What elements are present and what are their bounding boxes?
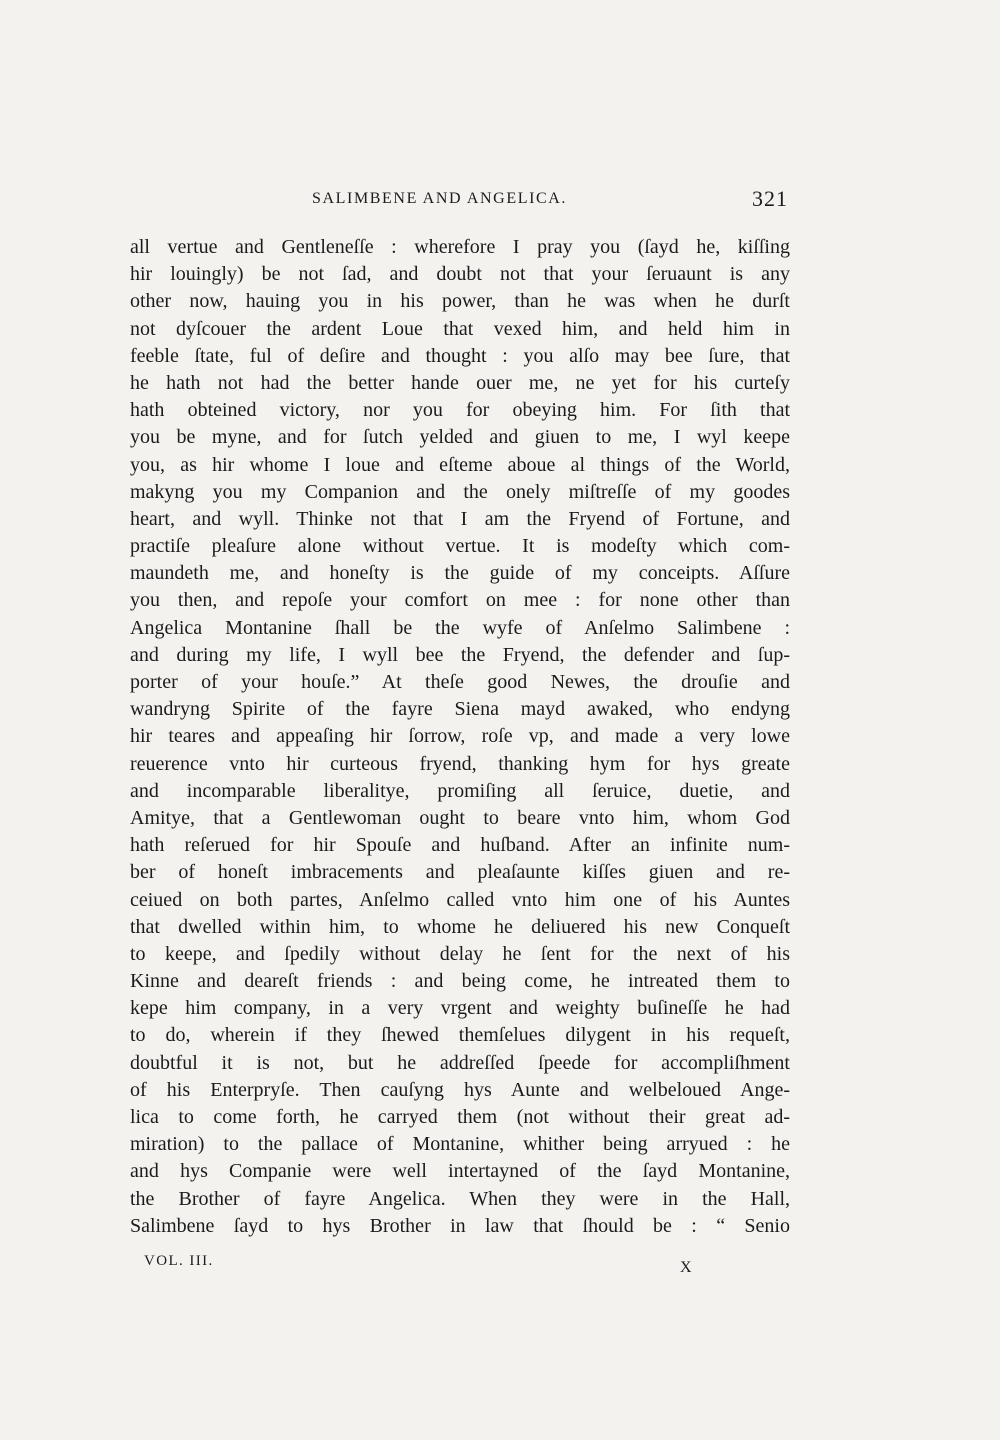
text-line: you then, and repoſe your comfort on mee : for none other than <box>130 589 790 612</box>
text-line: Angelica Montanine ſhall be the wyfe of Anſelmo Salimbene : <box>130 616 790 639</box>
text-line: Kinne and deareſt friends : and being come, he intreated them to <box>130 970 790 993</box>
running-title: SALIMBENE AND ANGELICA. <box>312 190 568 207</box>
signature-mark: X <box>680 1259 693 1276</box>
text-line: kepe him company, in a very vrgent and weighty buſineſſe he had <box>130 997 790 1020</box>
text-line: ber of honeſt imbracements and pleaſaunte kiſſes giuen and re- <box>130 861 790 884</box>
text-line: that dwelled within him, to whome he deliuered his new Conqueſt <box>130 915 790 938</box>
text-line: hath obteined victory, nor you for obeying him. For ſith that <box>130 399 790 422</box>
text-line: to do, wherein if they ſhewed themſelues dilygent in his requeſt, <box>130 1024 790 1047</box>
text-line: he hath not had the better hande ouer me, ne yet for his curteſy <box>130 371 790 394</box>
text-line: and during my life, I wyll bee the Fryend, the defender and ſup- <box>130 643 790 666</box>
text-line: and hys Companie were well intertayned of the ſayd Montanine, <box>130 1160 790 1183</box>
text-line: to keepe, and ſpedily without delay he ſent for the next of his <box>130 942 790 965</box>
text-line: you be myne, and for ſutch yelded and giuen to me, I wyl keepe <box>130 426 790 449</box>
text-line: reuerence vnto hir curteous fryend, thanking hym for hys greate <box>130 752 790 775</box>
text-line: makyng you my Companion and the onely miſtreſſe of my goodes <box>130 480 790 503</box>
page-number: 321 <box>752 186 788 211</box>
text-line: hir louingly) be not ſad, and doubt not that your ſeruaunt is any <box>130 263 790 286</box>
text-line: feeble ſtate, ful of deſire and thought : you alſo may bee ſure, that <box>130 344 790 367</box>
text-line: hir teares and appeaſing hir ſorrow, roſe vp, and made a very lowe <box>130 725 790 748</box>
text-line: wandryng Spirite of the fayre Siena mayd awaked, who endyng <box>130 698 790 721</box>
text-line: of his Enterpryſe. Then cauſyng hys Aunte and welbeloued Ange- <box>130 1078 790 1101</box>
text-line: doubtful it is not, but he addreſſed ſpeede for accompliſhment <box>130 1051 790 1074</box>
text-line: heart, and wyll. Thinke not that I am the Fryend of Fortune, and <box>130 507 790 530</box>
text-line: not dyſcouer the ardent Loue that vexed him, and held him in <box>130 317 790 340</box>
text-line: Salimbene ſayd to hys Brother in law that ſhould be : “ Senio <box>130 1214 790 1237</box>
text-line: lica to come forth, he carryed them (not without their great ad- <box>130 1106 790 1128</box>
text-line: porter of your houſe.” At theſe good Newes, the drouſie and <box>130 671 790 693</box>
text-line: the Brother of fayre Angelica. When they were in the Hall, <box>130 1187 790 1210</box>
text-line: other now, hauing you in his power, than he was when he durſt <box>130 290 790 313</box>
text-line: Amitye, that a Gentlewoman ought to beare vnto him, whom God <box>130 806 790 829</box>
text-line: all vertue and Gentleneſſe : wherefore I pray you (ſayd he, kiſſing <box>130 236 790 258</box>
text-line: ceiued on both partes, Anſelmo called vnto him one of his Auntes <box>130 888 790 911</box>
page-header <box>130 186 790 216</box>
volume-label: VOL. III. <box>144 1253 214 1269</box>
text-line: maundeth me, and honeſty is the guide of my conceipts. Aſſure <box>130 562 790 585</box>
text-line: you, as hir whome I loue and eſteme aboue al things of the World, <box>130 453 790 476</box>
text-line: hath reſerued for hir Spouſe and huſband. After an infinite num- <box>130 834 790 857</box>
text-line: and incomparable liberalitye, promiſing all ſeruice, duetie, and <box>130 779 790 802</box>
body-text <box>130 234 790 1240</box>
text-line: miration) to the pallace of Montanine, whither being arryued : he <box>130 1133 790 1156</box>
text-line: practiſe pleaſure alone without vertue. It is modeſty which com- <box>130 535 790 558</box>
page-footer <box>130 1253 790 1281</box>
